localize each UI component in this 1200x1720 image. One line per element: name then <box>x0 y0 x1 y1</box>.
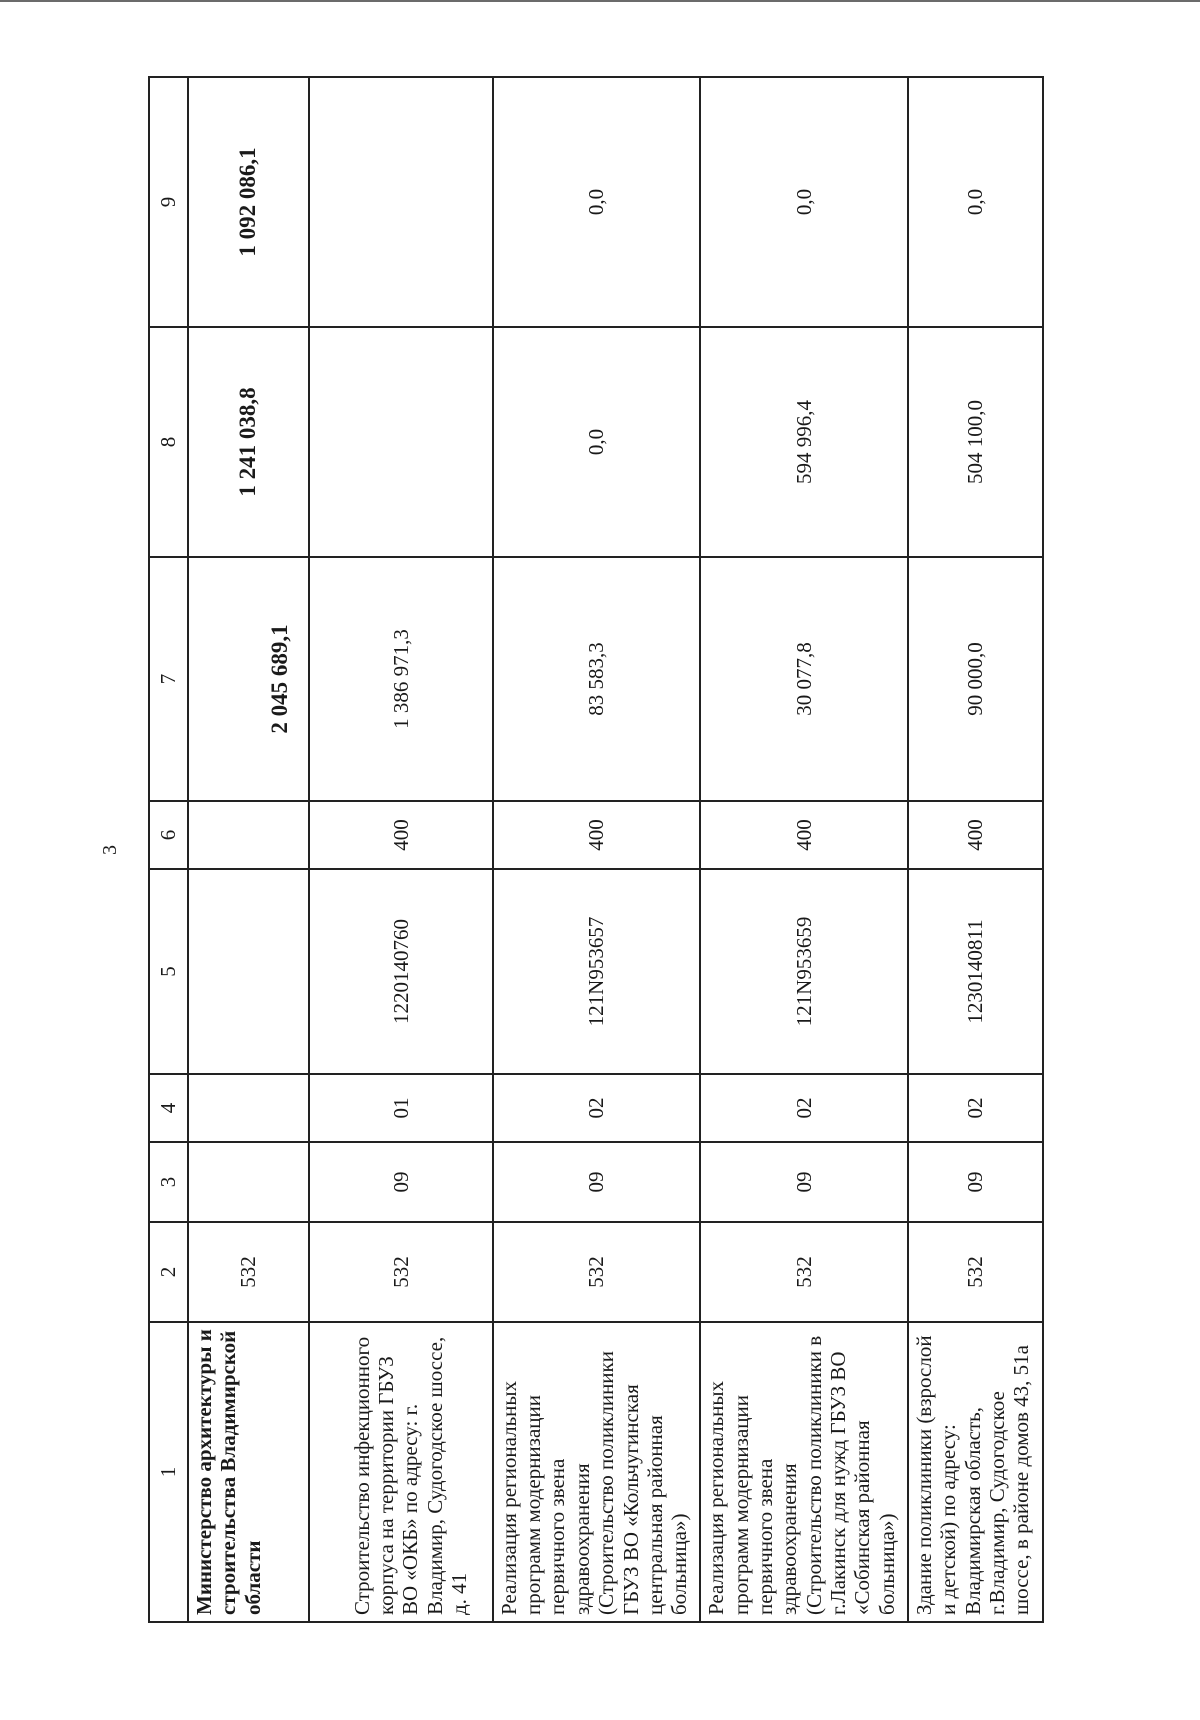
cell-value <box>188 869 309 1074</box>
header-cell: 8 <box>149 327 188 557</box>
row-description: Министерство архитектуры и строительства Владимирской области <box>188 1322 309 1622</box>
cell-value: 09 <box>493 1142 701 1222</box>
table-row <box>188 77 309 1622</box>
table-row <box>908 77 1043 1622</box>
header-cell: 6 <box>149 801 188 869</box>
cell-value <box>188 1074 309 1142</box>
cell-value: 09 <box>700 1142 908 1222</box>
cell-value: 532 <box>700 1222 908 1322</box>
rotated-table-container <box>148 78 1044 1623</box>
cell-value: 30 077,8 <box>700 557 908 801</box>
cell-value: 121N953657 <box>493 869 701 1074</box>
header-cell: 9 <box>149 77 188 327</box>
cell-value: 400 <box>309 801 493 869</box>
cell-value: 09 <box>309 1142 493 1222</box>
header-cell: 4 <box>149 1074 188 1142</box>
header-row <box>149 77 188 1622</box>
cell-value: 532 <box>908 1222 1043 1322</box>
cell-value: 532 <box>188 1222 309 1322</box>
cell-value: 09 <box>908 1142 1043 1222</box>
cell-value: 1 092 086,1 <box>188 77 309 327</box>
cell-value: 400 <box>700 801 908 869</box>
cell-value: 01 <box>309 1074 493 1142</box>
cell-value: 0,0 <box>908 77 1043 327</box>
row-description: Реализация региональных программ модернизации первичного звена здравоохранения (Строительство поликлиники в г.Лакинск для нужд ГБУЗ ВО «Собинская районная больница») <box>700 1322 908 1622</box>
cell-value: 02 <box>493 1074 701 1142</box>
cell-value: 1 386 971,3 <box>309 557 493 801</box>
cell-value: 02 <box>700 1074 908 1142</box>
cell-value: 1230140811 <box>908 869 1043 1074</box>
row-description: Реализация региональных программ модернизации первичного звена здравоохранения (Строительство поликлиники ГБУЗ ВО «Кольчугинская центральная районная больница») <box>493 1322 701 1622</box>
row-description: Строительство инфекционного корпуса на территории ГБУЗ ВО «ОКБ» по адресу: г. Владимир, Судогодское шоссе, д. 41 <box>309 1322 493 1622</box>
cell-value: 594 996,4 <box>700 327 908 557</box>
cell-value <box>188 1142 309 1222</box>
cell-value <box>309 327 493 557</box>
cell-value <box>309 77 493 327</box>
cell-value: 0,0 <box>493 327 701 557</box>
table-row <box>309 77 493 1622</box>
page-number: 3 <box>99 845 121 855</box>
header-cell: 7 <box>149 557 188 801</box>
scan-edge-line <box>0 0 1200 2</box>
cell-value: 2 045 689,1 <box>188 557 309 801</box>
budget-table <box>148 76 1044 1623</box>
cell-value: 400 <box>908 801 1043 869</box>
cell-value: 532 <box>309 1222 493 1322</box>
header-cell: 3 <box>149 1142 188 1222</box>
cell-value: 1220140760 <box>309 869 493 1074</box>
table-row <box>493 77 701 1622</box>
header-cell: 2 <box>149 1222 188 1322</box>
table-row <box>700 77 908 1622</box>
cell-value: 02 <box>908 1074 1043 1142</box>
cell-value: 504 100,0 <box>908 327 1043 557</box>
cell-value: 0,0 <box>700 77 908 327</box>
cell-value: 121N953659 <box>700 869 908 1074</box>
cell-value: 532 <box>493 1222 701 1322</box>
cell-value: 1 241 038,8 <box>188 327 309 557</box>
cell-value: 83 583,3 <box>493 557 701 801</box>
cell-value: 0,0 <box>493 77 701 327</box>
cell-value <box>188 801 309 869</box>
cell-value: 90 000,0 <box>908 557 1043 801</box>
header-cell: 5 <box>149 869 188 1074</box>
row-description: Здание поликлиники (взрослой и детской) по адресу: Владимирская область, г.Владимир, Судогодское шоссе, в районе домов 43, 51а <box>908 1322 1043 1622</box>
cell-value: 400 <box>493 801 701 869</box>
header-cell: 1 <box>149 1322 188 1622</box>
